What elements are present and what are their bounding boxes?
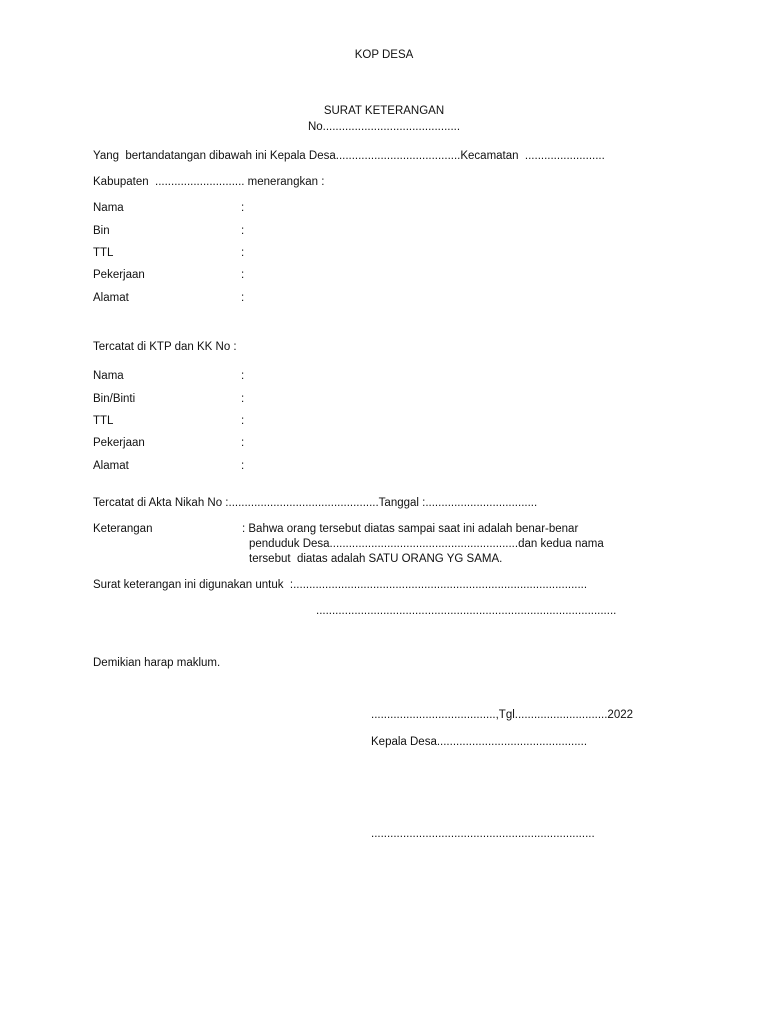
field-colon: : [241,437,245,449]
document-number: No........................................... [307,121,461,133]
keterangan-line-2: penduduk Desa...........................................................dan kedua nama [249,538,604,550]
field-label: Pekerjaan [93,437,145,449]
field-colon: : [241,415,245,427]
field-label: Bin [93,225,110,237]
keterangan-label: Keterangan [93,523,153,535]
intro-line-1: Yang bertandatangan dibawah ini Kepala Desa.......................................Kecamatan ......................... [93,150,605,162]
purpose-line-2: .............................................................................................. [316,605,617,617]
purpose-line-1: Surat keterangan ini digunakan untuk :............................................................................................ [93,579,588,591]
field-label: Pekerjaan [93,269,145,281]
field-colon: : [241,202,245,214]
field-colon: : [241,393,245,405]
field-colon: : [241,247,245,259]
signature-place-date: .......................................,Tgl.............................2022 [371,709,634,721]
field-colon: : [241,370,245,382]
akta-nikah-line: Tercatat di Akta Nikah No :...............................................Tanggal :................................... [93,497,538,509]
document-title: SURAT KETERANGAN [323,105,445,117]
keterangan-line-1: : Bahwa orang tersebut diatas sampai saat ini adalah benar-benar [242,523,579,535]
field-label: Nama [93,370,124,382]
field-label: Nama [93,202,124,214]
field-label: TTL [93,415,114,427]
signature-title: Kepala Desa............................................... [371,736,588,748]
field-colon: : [241,292,245,304]
field-label: Bin/Binti [93,393,136,405]
intro-line-2: Kabupaten ............................ menerangkan : [93,176,325,188]
closing-text: Demikian harap maklum. [93,657,221,669]
signature-name-line: ...................................................................... [371,828,595,840]
field-label: TTL [93,247,114,259]
field-colon: : [241,269,245,281]
letterhead: KOP DESA [354,49,414,61]
field-colon: : [241,460,245,472]
field-colon: : [241,225,245,237]
keterangan-line-3: tersebut diatas adalah SATU ORANG YG SAMA. [249,553,503,565]
field-label: Alamat [93,460,129,472]
ktp-heading: Tercatat di KTP dan KK No : [93,341,237,353]
field-label: Alamat [93,292,129,304]
